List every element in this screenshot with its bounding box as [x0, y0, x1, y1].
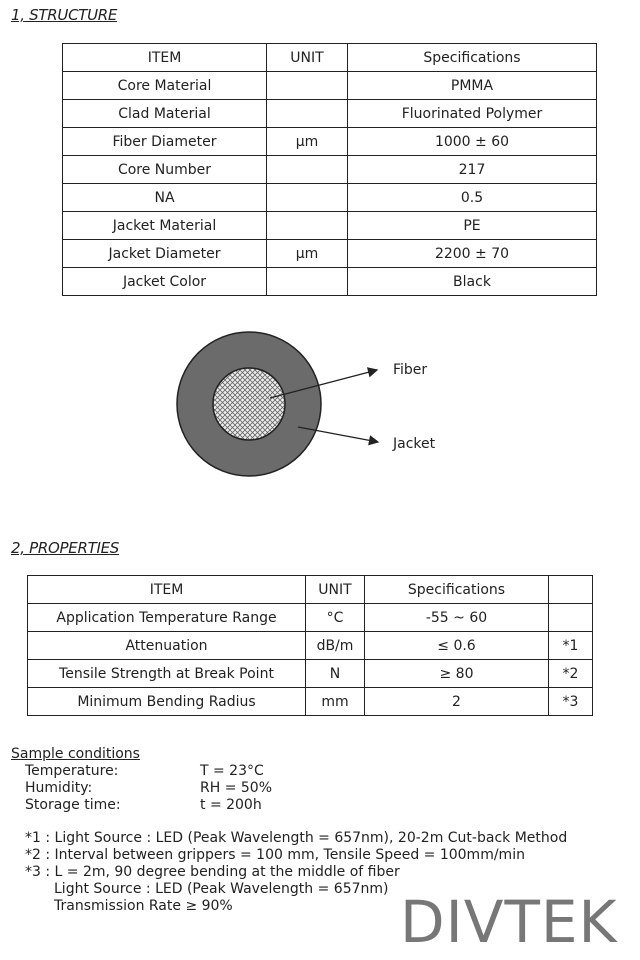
table-cell: Jacket Color: [63, 268, 267, 296]
divtek-logo: DIVTEK: [400, 888, 618, 956]
table-cell: ≥ 80: [365, 660, 549, 688]
table-cell: Specifications: [348, 44, 597, 72]
table-cell: N: [306, 660, 365, 688]
table-cell: -55 ~ 60: [365, 604, 549, 632]
table-cell: ≤ 0.6: [365, 632, 549, 660]
table-cell: Fiber Diameter: [63, 128, 267, 156]
table-row: [28, 660, 593, 688]
table-cell: dB/m: [306, 632, 365, 660]
table-cell: [267, 268, 348, 296]
fiber-cross-section-diagram: [0, 320, 640, 500]
table-cell: Specifications: [365, 576, 549, 604]
table-row: [63, 184, 597, 212]
table-cell: *3: [549, 688, 593, 716]
structure-table: [62, 43, 597, 296]
conditions-heading: Sample conditions: [11, 746, 140, 762]
table-cell: Attenuation: [28, 632, 306, 660]
table-cell: *2: [549, 660, 593, 688]
footnote: *2 : Interval between grippers = 100 mm, Tensile Speed = 100mm/min: [25, 847, 525, 863]
table-cell: PE: [348, 212, 597, 240]
condition-label: Humidity:: [25, 780, 93, 796]
table-cell: °C: [306, 604, 365, 632]
table-cell: [267, 184, 348, 212]
table-cell: NA: [63, 184, 267, 212]
table-row: [28, 604, 593, 632]
table-cell: [267, 212, 348, 240]
table-header-row: [28, 576, 593, 604]
table-cell: Clad Material: [63, 100, 267, 128]
footnote: *1 : Light Source : LED (Peak Wavelength = 657nm), 20-2m Cut-back Method: [25, 830, 568, 846]
table-cell: UNIT: [267, 44, 348, 72]
table-row: [63, 268, 597, 296]
table-cell: ITEM: [63, 44, 267, 72]
fiber-core-circle: [213, 368, 285, 440]
footnote: *3 : L = 2m, 90 degree bending at the middle of fiber: [25, 864, 400, 880]
table-cell: 2: [365, 688, 549, 716]
fiber-label: Fiber: [393, 362, 428, 378]
table-cell: [549, 576, 593, 604]
table-cell: µm: [267, 240, 348, 268]
table-row: [63, 156, 597, 184]
properties-table: [27, 575, 593, 716]
table-cell: Core Material: [63, 72, 267, 100]
table-cell: 1000 ± 60: [348, 128, 597, 156]
properties-heading: 2, PROPERTIES: [11, 539, 119, 557]
table-cell: Fluorinated Polymer: [348, 100, 597, 128]
table-cell: UNIT: [306, 576, 365, 604]
table-cell: *1: [549, 632, 593, 660]
table-cell: 2200 ± 70: [348, 240, 597, 268]
table-cell: 217: [348, 156, 597, 184]
table-cell: [549, 604, 593, 632]
table-row: [28, 632, 593, 660]
table-cell: [267, 156, 348, 184]
table-cell: Minimum Bending Radius: [28, 688, 306, 716]
table-cell: mm: [306, 688, 365, 716]
condition-value: T = 23°C: [200, 763, 264, 779]
table-row: [63, 128, 597, 156]
table-cell: PMMA: [348, 72, 597, 100]
table-cell: Application Temperature Range: [28, 604, 306, 632]
table-cell: [267, 72, 348, 100]
table-cell: Jacket Diameter: [63, 240, 267, 268]
table-cell: µm: [267, 128, 348, 156]
condition-label: Temperature:: [25, 763, 119, 779]
condition-value: RH = 50%: [200, 780, 273, 796]
table-row: [63, 100, 597, 128]
condition-label: Storage time:: [25, 797, 121, 813]
table-cell: 0.5: [348, 184, 597, 212]
table-cell: Black: [348, 268, 597, 296]
table-row: [63, 72, 597, 100]
table-row: [63, 240, 597, 268]
table-cell: [267, 100, 348, 128]
footnote: Light Source : LED (Peak Wavelength = 657nm): [54, 881, 389, 897]
table-cell: Jacket Material: [63, 212, 267, 240]
table-cell: ITEM: [28, 576, 306, 604]
jacket-label: Jacket: [393, 436, 436, 452]
structure-heading: 1, STRUCTURE: [11, 6, 118, 24]
table-cell: Tensile Strength at Break Point: [28, 660, 306, 688]
footnote: Transmission Rate ≥ 90%: [54, 898, 233, 914]
table-row: [63, 212, 597, 240]
table-row: [28, 688, 593, 716]
table-header-row: [63, 44, 597, 72]
table-cell: Core Number: [63, 156, 267, 184]
condition-value: t = 200h: [200, 797, 262, 813]
